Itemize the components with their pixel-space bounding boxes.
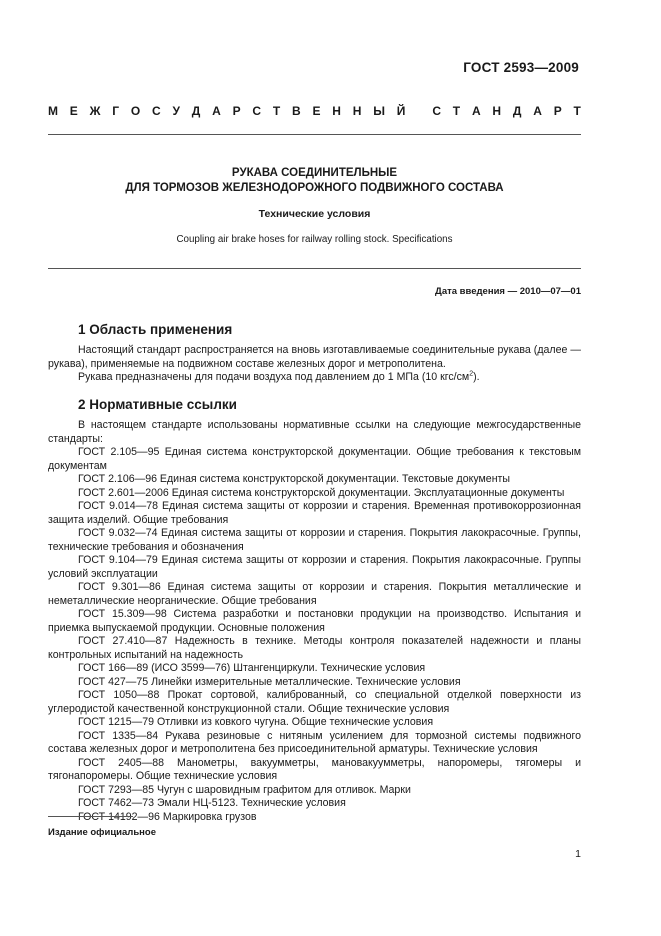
header-divider: [48, 134, 581, 135]
reference-item: ГОСТ 9.104—79 Единая система защиты от коррозии и старения. Покрытия лакокрасочные. Группы условий эксплуатации: [48, 554, 581, 580]
reference-item: ГОСТ 2.105—95 Единая система конструкторской документации. Общие требования к текстовым документам: [48, 446, 581, 472]
standard-type-letter: С: [152, 104, 161, 118]
standard-type-letter: А: [212, 104, 221, 118]
document-subtitle: Технические условия: [258, 208, 371, 220]
section-1-body: [48, 344, 581, 385]
reference-item: ГОСТ 9.032—74 Единая система защиты от коррозии и старения. Покрытия лакокрасочные. Группы, технические требования и обозначения: [48, 527, 581, 553]
section-2-body: [48, 419, 581, 824]
standard-type-letter: Е: [69, 104, 78, 118]
reference-item: ГОСТ 27.410—87 Надежность в технике. Методы контроля показателей надежности и планы контрольных испытаний на надежность: [48, 635, 581, 661]
introduction-date: Дата введения — 2010—07—01: [435, 286, 581, 297]
official-edition-label: Издание официальное: [48, 827, 156, 838]
reference-item: ГОСТ 7462—73 Эмали НЦ-5123. Технические условия: [78, 797, 346, 809]
standard-type-letter: Т: [452, 104, 461, 118]
standard-type-letter: М: [48, 104, 58, 118]
standard-type-letter: Е: [312, 104, 321, 118]
standard-type-letter: У: [172, 104, 180, 118]
section-1-paragraph: Настоящий стандарт распространяется на вновь изготавливаемые соединительные рукава (далее — рукава), применяемые на подвижном составе железных дорог и метрополитена.: [48, 344, 581, 370]
standard-type-letter: [417, 104, 420, 118]
title-line-2: ДЛЯ ТОРМОЗОВ ЖЕЛЕЗНОДОРОЖНОГО ПОДВИЖНОГО СОСТАВА: [125, 182, 504, 194]
standard-type-letter: Т: [573, 104, 581, 118]
standard-type-letter: Р: [553, 104, 562, 118]
standard-type-letter: С: [252, 104, 262, 118]
page-number: 1: [575, 848, 581, 860]
section-1-heading: 1 Область применения: [78, 322, 233, 337]
reference-item: ГОСТ 1050—88 Прокат сортовой, калиброванный, со специальной отделкой поверхности из углеродистой качественной конструкционной стали. Общие технические условия: [48, 689, 581, 715]
standard-type-letter: А: [471, 104, 481, 118]
standard-type-letter: С: [432, 104, 441, 118]
title-divider: [48, 268, 581, 269]
section-2-heading: 2 Нормативные ссылки: [78, 397, 237, 412]
footer-divider: [48, 816, 133, 817]
standard-type-letter: О: [130, 104, 141, 118]
reference-item: ГОСТ 15.309—98 Система разработки и постановки продукции на производство. Испытания и приемка выпускаемой продукции. Основные положения: [48, 608, 581, 634]
standard-type-letter: Д: [512, 104, 522, 118]
reference-item: ГОСТ 2.601—2006 Единая система конструкторской документации. Эксплуатационные документы: [78, 486, 565, 499]
standard-type-letter: Д: [191, 104, 201, 118]
section-1-paragraph-pressure: Рукава предназначены для подачи воздуха под давлением до 1 МПа (10 кгс/$см^2$).: [78, 370, 480, 383]
standard-type-letter: Й: [396, 104, 406, 118]
reference-item: ГОСТ 166—89 (ИСО 3599—76) Штангенциркули. Технические условия: [78, 662, 426, 674]
reference-item: ГОСТ 2405—88 Манометры, вакуумметры, мановакуумметры, напоромеры, тягомеры и тягонапоромеры. Общие технические условия: [48, 756, 581, 782]
standard-type-letter: Н: [352, 104, 362, 118]
standard-type-letter: В: [292, 104, 301, 118]
reference-list: [48, 446, 581, 824]
document-title: [48, 166, 581, 196]
title-line-1: РУКАВА СОЕДИНИТЕЛЬНЫЕ: [231, 167, 398, 179]
reference-item: ГОСТ 7293—85 Чугун с шаровидным графитом для отливок. Марки: [78, 783, 411, 796]
standard-type-letter: Т: [272, 104, 281, 118]
standard-type-letter: Н: [332, 104, 341, 118]
standard-type-letter: А: [533, 104, 542, 118]
english-title: Coupling air brake hoses for railway rolling stock. Specifications: [176, 234, 453, 245]
standard-type-letter: Г: [112, 104, 120, 118]
standard-type-letter: Н: [492, 104, 502, 118]
reference-item: ГОСТ 9.014—78 Единая система защиты от коррозии и старения. Временная противокоррозионная защита изделий. Общие требования: [48, 500, 581, 526]
reference-item: ГОСТ 9.301—86 Единая система защиты от коррозии и старения. Покрытия металлические и неметаллические неорганические. Общие требования: [48, 581, 581, 607]
reference-item: ГОСТ 427—75 Линейки измерительные металлические. Технические условия: [78, 675, 461, 688]
section-2-intro: В настоящем стандарте использованы нормативные ссылки на следующие межгосударственные стандарты:: [48, 419, 581, 445]
reference-item: ГОСТ 1215—79 Отливки из ковкого чугуна. Общие технические условия: [78, 716, 434, 728]
standard-type-letter: Ж: [89, 104, 101, 118]
reference-item: ГОСТ 1335—84 Рукава резиновые с нитяным усилением для тормозной системы подвижного состава железных дорог и метрополитена без присоединительной арматуры. Технические условия: [48, 729, 581, 755]
standard-type-letter: Ы: [373, 104, 385, 118]
standard-type-heading: [48, 104, 581, 118]
standard-type-letter: Р: [232, 104, 241, 118]
document-number: ГОСТ 2593—2009: [463, 60, 579, 75]
reference-item: ГОСТ 2.106—96 Единая система конструкторской документации. Текстовые документы: [78, 473, 511, 485]
reference-item: ГОСТ 14192—96 Маркировка грузов: [78, 810, 257, 823]
